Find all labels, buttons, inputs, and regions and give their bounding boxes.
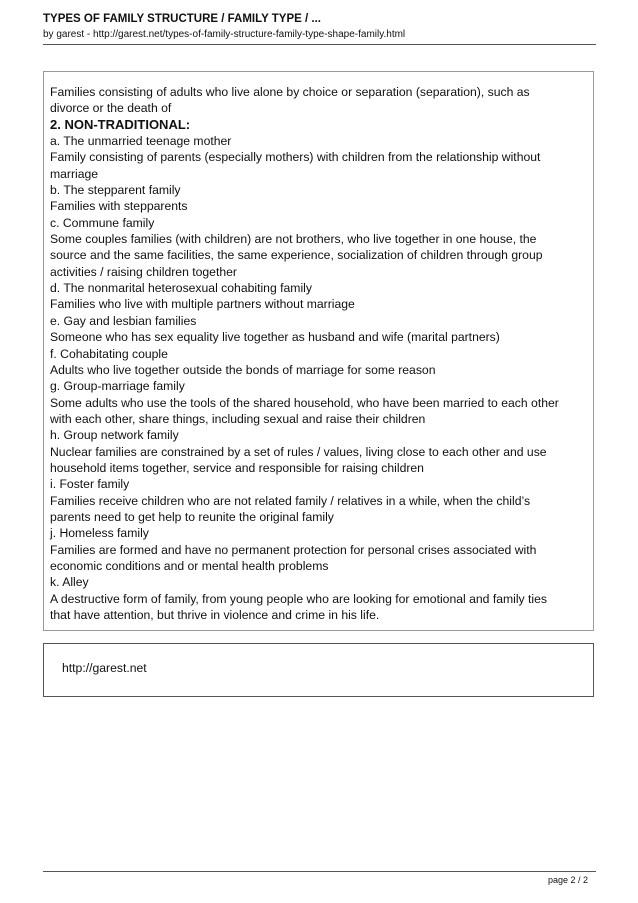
body-line: g. Group-marriage family [50, 379, 185, 394]
body-line: c. Commune family [50, 215, 155, 230]
body-line: a. The unmarried teenage mother [50, 134, 232, 149]
body-line: household items together, service and responsible for raising children [50, 460, 424, 475]
body-line: parents need to get help to reunite the original family [50, 509, 334, 524]
body-line: Families who live with multiple partners without marriage [50, 297, 355, 312]
body-line: Families with stepparents [50, 199, 188, 214]
document-byline: by garest - http://garest.net/types-of-family-structure-family-type-shape-family.html [43, 29, 406, 40]
document-title: TYPES OF FAMILY STRUCTURE / FAMILY TYPE / ... [43, 13, 321, 25]
body-line: Families consisting of adults who live alone by choice or separation (separation), such as [50, 85, 530, 99]
body-line: Someone who has sex equality live together as husband and wife (marital partners) [50, 330, 500, 345]
body-line: with each other, share things, including sexual and raise their children [50, 411, 426, 426]
body-line: Families are formed and have no permanent protection for personal crises associated with [50, 542, 537, 557]
body-line: divorce or the death of [50, 101, 172, 116]
body-line: activities / raising children together [50, 264, 237, 279]
body-line: h. Group network family [50, 428, 179, 443]
body-line: source and the same facilities, the same experience, socialization of children through group [50, 248, 543, 263]
body-line: Nuclear families are constrained by a set of rules / values, living close to each other and use [50, 444, 547, 459]
body-line: f. Cohabitating couple [50, 346, 168, 361]
source-link[interactable]: http://garest.net [62, 661, 147, 675]
body-line: e. Gay and lesbian families [50, 313, 197, 328]
page-number: page 2 / 2 [547, 875, 588, 885]
body-line: j. Homeless family [50, 526, 149, 541]
section-heading: 2. NON-TRADITIONAL: [50, 116, 191, 132]
footer-divider [43, 871, 596, 872]
header-divider [43, 44, 596, 45]
body-line: b. The stepparent family [50, 183, 181, 198]
body-line: economic conditions and or mental health problems [50, 558, 329, 573]
body-line: d. The nonmarital heterosexual cohabiting family [50, 281, 312, 296]
body-line: marriage [50, 166, 99, 181]
body-line: Family consisting of parents (especially mothers) with children from the relationship without [50, 150, 541, 165]
body-line: that have attention, but thrive in violence and crime in his life. [50, 608, 380, 622]
body-line: Families receive children who are not related family / relatives in a while, when the child’s [50, 493, 531, 508]
document-header [43, 12, 596, 42]
body-line: k. Alley [50, 575, 89, 590]
source-link-box [43, 643, 594, 697]
body-line: Adults who live together outside the bonds of marriage for some reason [50, 362, 436, 377]
body-line: i. Foster family [50, 477, 130, 492]
body-line: Some adults who use the tools of the shared household, who have been married to each other [50, 395, 559, 410]
body-line: A destructive form of family, from young people who are looking for emotional and family ties [50, 591, 547, 606]
article-body [50, 84, 590, 623]
body-line: Some couples families (with children) are not brothers, who live together in one house, the [50, 232, 537, 247]
